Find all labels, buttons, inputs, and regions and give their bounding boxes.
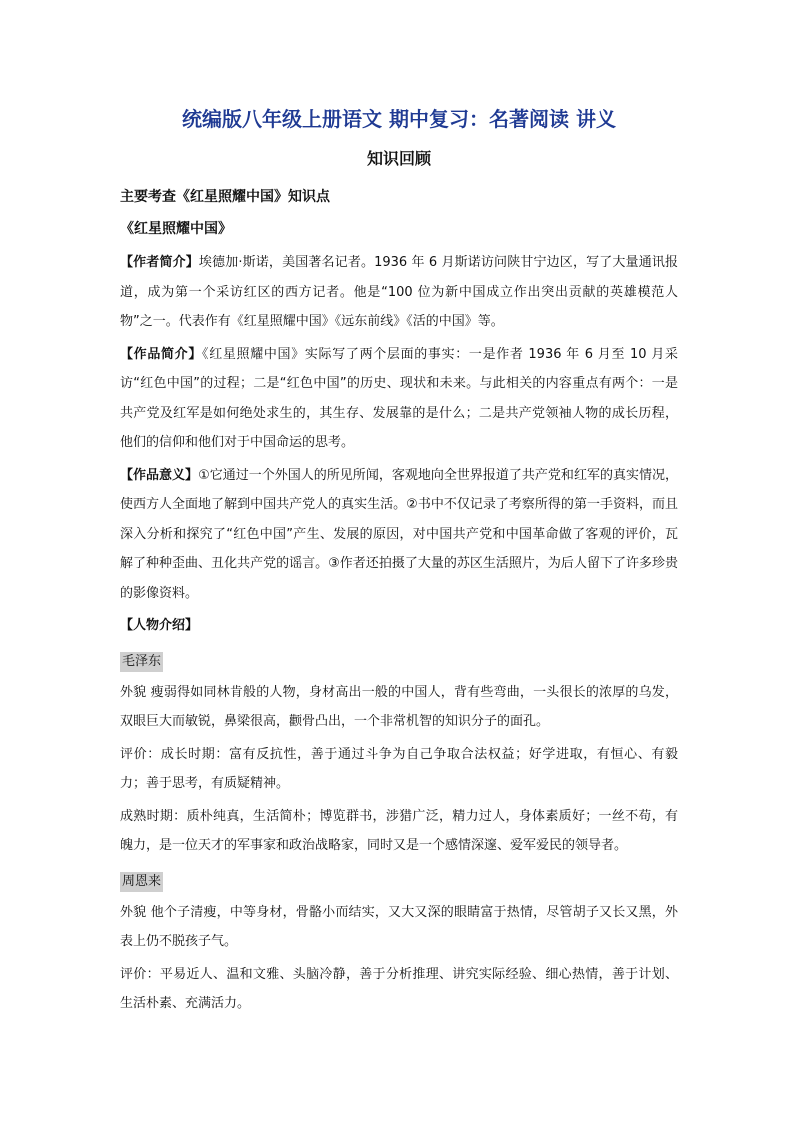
zhou-name-label: 周恩来 [120, 872, 163, 892]
mao-mature-evaluation: 成熟时期：质朴纯真，生活简朴；博览群书，涉猎广泛，精力过人，身体素质好；一丝不苟，有魄力，是一位天才的军事家和政治战略家，同时又是一个感情深邃、爱军爱民的领导者。 [120, 808, 678, 853]
meaning-text: ①它通过一个外国人的所见所闻，客观地向全世界报道了共产党和红军的真实情况，使西方人全面地了解到中国共产党人的真实生活。②书中不仅记录了考察所得的第一手资料，而且深入分析和探究了“红色中国”产生、发展的原因，对中国共产党和中国革命做了客观的评价，瓦解了种种歪曲、丑化共产党的谣言。③作者还拍摄了大量的苏区生活照片，为后人留下了许多珍贵的影像资料。 [120, 467, 678, 601]
work-intro [120, 340, 678, 458]
work-meaning [120, 461, 678, 609]
author-text: 埃德加·斯诺，美国著名记者。1936 年 6 月斯诺访问陕甘宁边区，写了大量通讯报道，成为第一个采访红区的西方记者。他是“100 位为新中国成立作出突出贡献的英雄模范人物”之一。代表作有《红星照耀中国》《远东前线》《活的中国》等。 [120, 255, 678, 329]
document-content [120, 104, 678, 1022]
people-heading: 【人物介绍】 [120, 618, 199, 633]
section-subtitle: 知识回顾 [366, 149, 431, 168]
book-heading: 《红星照耀中国》 [120, 221, 232, 237]
zhou-label-row [120, 864, 678, 898]
work-tag: 【作品简介】 [120, 346, 203, 362]
meaning-tag: 【作品意义】 [120, 467, 199, 483]
mao-name-label: 毛泽东 [120, 652, 163, 672]
document-title: 统编版八年级上册语文 期中复习：名著阅读 讲义 [182, 107, 616, 131]
zhou-appearance: 外貌 他个子清瘦，中等身材，骨骼小而结实，又大又深的眼睛富于热情，尽管胡子又长又黑，外表上仍不脱孩子气。 [120, 904, 678, 949]
mao-growth-evaluation: 评价：成长时期：富有反抗性，善于通过斗争为自己争取合法权益；好学进取，有恒心、有毅力；善于思考，有质疑精神。 [120, 746, 678, 791]
mao-appearance: 外貌 瘦弱得如同林肯般的人物，身材高出一般的中国人，背有些弯曲，一头很长的浓厚的乌发，双眼巨大而敏锐，鼻梁很高，颧骨凸出，一个非常机智的知识分子的面孔。 [120, 684, 678, 729]
work-text: 《红星照耀中国》实际写了两个层面的事实：一是作者 1936 年 6 月至 10 月采访“红色中国”的过程；二是“红色中国”的历史、现状和未来。与此相关的内容重点有两个：一是共产党及红军是如何绝处求生的，其生存、发展靠的是什么；二是共产党领袖人物的成长历程，他们的信仰和他们对于中国命运的思考。 [120, 346, 678, 450]
author-intro [120, 248, 678, 337]
mao-label-row [120, 644, 678, 678]
focus-heading: 主要考查《红星照耀中国》知识点 [120, 189, 330, 205]
zhou-evaluation: 评价：平易近人、温和文雅、头脑冷静，善于分析推理、讲究实际经验、细心热情，善于计划、生活朴素、充满活力。 [120, 966, 678, 1011]
author-tag: 【作者简介】 [120, 255, 199, 270]
